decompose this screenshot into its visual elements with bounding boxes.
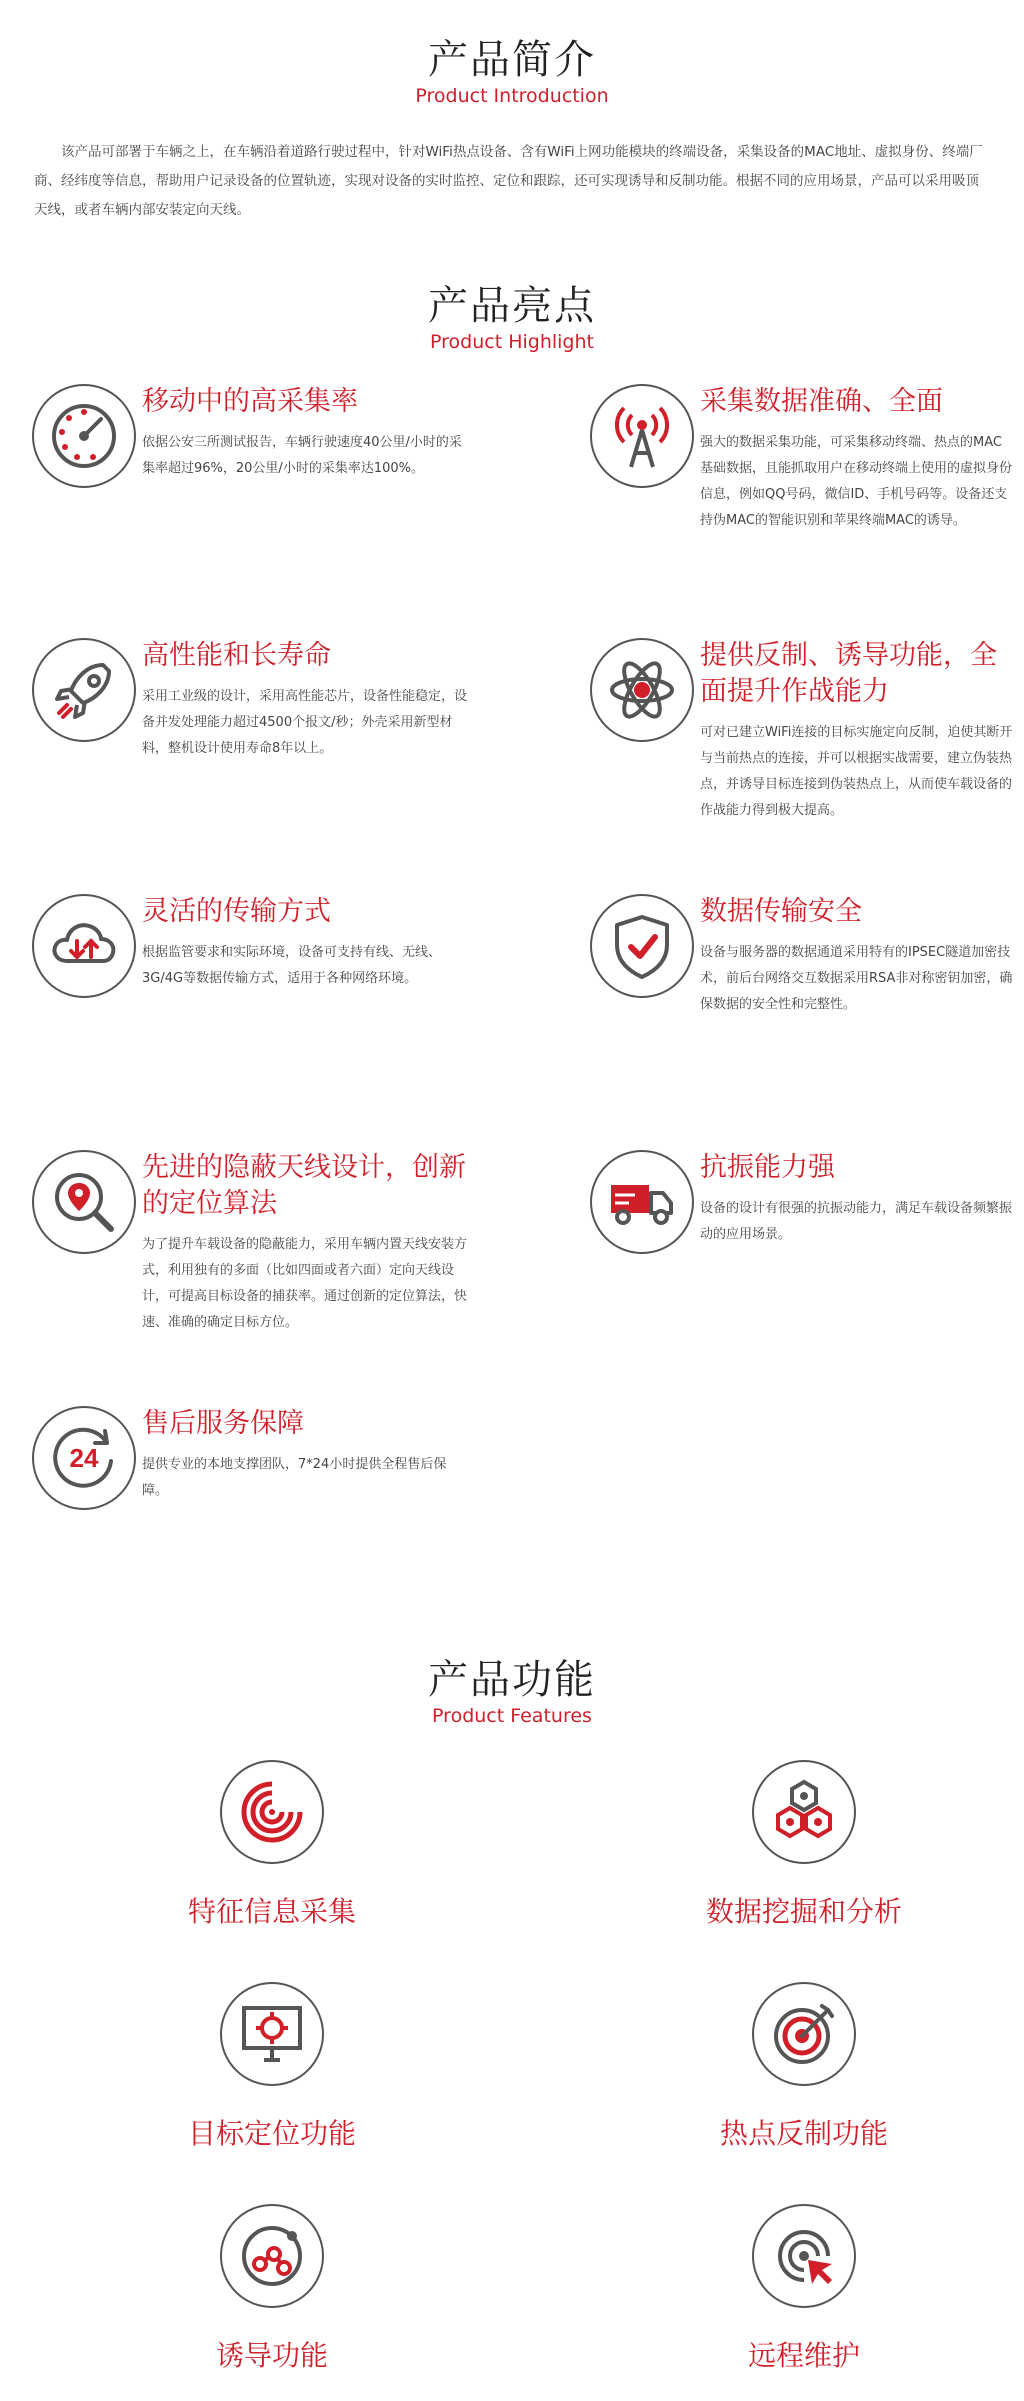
highlight-title: 提供反制、诱导功能，全面提升作战能力 bbox=[700, 640, 997, 707]
shield-check-icon bbox=[590, 894, 694, 998]
hexagon-cluster-icon bbox=[752, 1760, 856, 1864]
highlight-desc: 设备与服务器的数据通道采用特有的IPSEC隧道加密技术，前后台网络交互数据采用RSA非对称密钥加密，确保数据的安全性和完整性。 bbox=[700, 945, 1013, 1012]
highlight-desc: 提供专业的本地支撑团队，7*24小时提供全程售后保障。 bbox=[142, 1457, 447, 1498]
monitor-target-icon bbox=[220, 1982, 324, 2086]
cloud-transfer-icon bbox=[32, 894, 136, 998]
target-cursor-icon bbox=[752, 2204, 856, 2308]
feature-label: 远程维护 bbox=[747, 2339, 860, 2372]
truck-icon bbox=[590, 1150, 694, 1254]
radar-wave-icon bbox=[220, 1760, 324, 1864]
highlight-title: 高性能和长寿命 bbox=[142, 640, 331, 671]
antenna-tower-icon bbox=[590, 384, 694, 488]
feature-label: 热点反制功能 bbox=[719, 2117, 888, 2150]
speedometer-icon bbox=[32, 384, 136, 488]
dartboard-arrow-icon bbox=[752, 1982, 856, 2086]
highlight-title: 数据传输安全 bbox=[700, 896, 862, 927]
highlight-title: 采集数据准确、全面 bbox=[700, 386, 943, 417]
rocket-icon bbox=[32, 638, 136, 742]
feature-item bbox=[624, 1982, 984, 2152]
feature-item bbox=[92, 2204, 452, 2374]
feature-label: 数据挖掘和分析 bbox=[705, 1895, 902, 1928]
highlight-desc: 为了提升车载设备的隐蔽能力，采用车辆内置天线安装方式，利用独有的多面（比如四面或者六面）定向天线设计，可提高目标设备的捕获率。通过创新的定位算法，快速、准确的确定目标方位。 bbox=[142, 1237, 468, 1330]
highlight-title: 移动中的高采集率 bbox=[142, 386, 358, 417]
intro-paragraph: 该产品可部署于车辆之上，在车辆沿着道路行驶过程中，针对WiFi热点设备、含有WiFi上网功能模块的终端设备，采集设备的MAC地址、虚拟身份、终端厂商、经纬度等信息，帮助用户记录设备的位置轨迹，实现对设备的实时监控、定位和跟踪，还可实现诱导和反制功能。根据不同的应用场景，产品可以采用吸顶天线，或者车辆内部安装定向天线。 bbox=[34, 144, 983, 218]
highlight-title: 灵活的传输方式 bbox=[142, 896, 331, 927]
atom-icon bbox=[590, 638, 694, 742]
highlight-desc: 设备的设计有很强的抗振动能力，满足车载设备频繁振动的应用场景。 bbox=[700, 1201, 1013, 1242]
highlight-title: 先进的隐蔽天线设计，创新的定位算法 bbox=[142, 1152, 466, 1219]
highlight-section-title bbox=[0, 282, 1024, 354]
highlight-desc: 可对已建立WiFi连接的目标实施定向反制，迫使其断开与当前热点的连接，并可以根据实战需要，建立伪装热点，并诱导目标连接到伪装热点上，从而使车载设备的作战能力得到极大提高。 bbox=[700, 725, 1013, 818]
highlight-desc: 强大的数据采集功能，可采集移动终端、热点的MAC基础数据，且能抓取用户在移动终端上使用的虚拟身份信息，例如QQ号码，微信ID、手机号码等。设备还支持伪MAC的智能识别和苹果终端MAC的诱导。 bbox=[700, 435, 1013, 528]
highlight-desc: 根据监管要求和实际环境，设备可支持有线、无线、3G/4G等数据传输方式，适用于各种网络环境。 bbox=[142, 945, 442, 986]
feature-label: 诱导功能 bbox=[215, 2339, 328, 2372]
feature-item bbox=[624, 1760, 984, 1930]
intro-title-en: Product Introduction bbox=[415, 85, 609, 107]
feature-item bbox=[92, 1760, 452, 1930]
feature-item bbox=[92, 1982, 452, 2152]
feature-label: 特征信息采集 bbox=[187, 1895, 356, 1928]
highlight-desc: 采用工业级的设计，采用高性能芯片，设备性能稳定，设备并发处理能力超过4500个报文/秒；外壳采用新型材料，整机设计使用寿命8年以上。 bbox=[142, 689, 468, 756]
svg-text:24: 24 bbox=[69, 1443, 99, 1473]
highlight-title-en: Product Highlight bbox=[430, 331, 594, 353]
highlight-desc: 依据公安三所测试报告，车辆行驶速度40公里/小时的采集率超过96%，20公里/小时的采集率达100%。 bbox=[142, 435, 462, 476]
highlight-title: 抗振能力强 bbox=[700, 1152, 835, 1183]
orbit-nodes-icon bbox=[220, 2204, 324, 2308]
highlight-title-cn: 产品亮点 bbox=[428, 283, 596, 329]
location-search-icon bbox=[32, 1150, 136, 1254]
clock-24-icon bbox=[32, 1406, 136, 1510]
features-section-title bbox=[0, 1656, 1024, 1728]
features-title-en: Product Features bbox=[432, 1705, 592, 1727]
feature-label: 目标定位功能 bbox=[187, 2117, 356, 2150]
feature-item bbox=[624, 2204, 984, 2374]
features-title-cn: 产品功能 bbox=[428, 1657, 596, 1703]
intro-section-title bbox=[0, 36, 1024, 108]
intro-title-cn: 产品简介 bbox=[428, 37, 596, 83]
highlight-title: 售后服务保障 bbox=[142, 1408, 304, 1439]
